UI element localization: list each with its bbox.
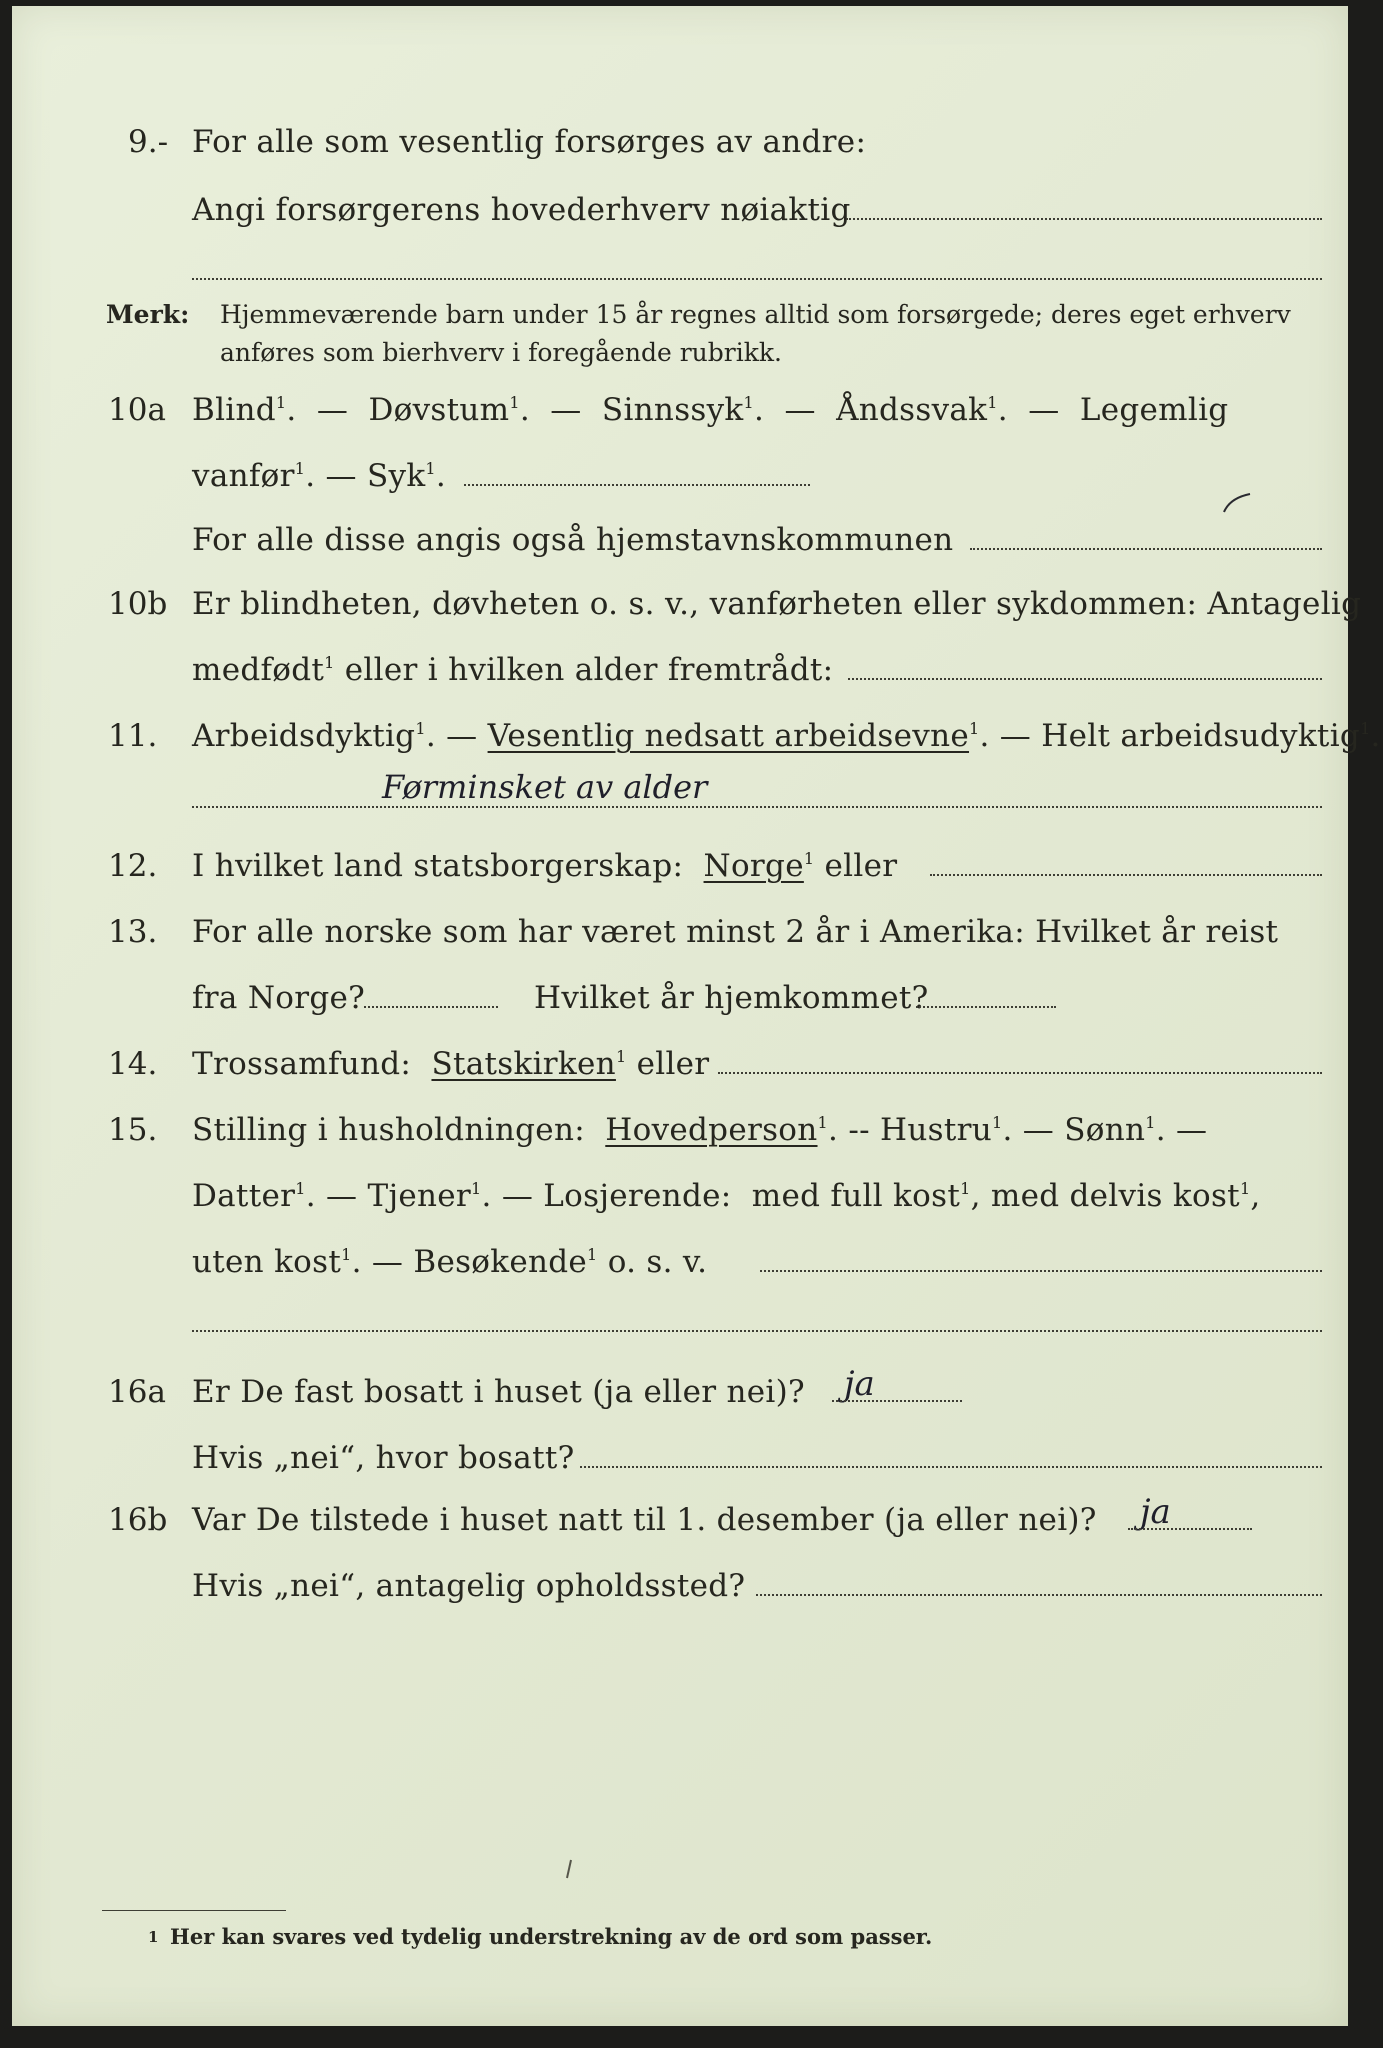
q13-hjemkommet-line[interactable] (916, 1006, 1056, 1008)
q12-answer-line[interactable] (930, 874, 1322, 876)
opt-hovedperson[interactable]: Hovedperson (605, 1112, 818, 1148)
q14-number: 14. (108, 1046, 158, 1082)
opt-sinnssyk[interactable]: Sinnssyk (601, 392, 744, 428)
opt-medfodt[interactable]: medfødt (192, 652, 325, 688)
footnote-mark: 1 (148, 1928, 159, 1946)
q16b-answer-line[interactable] (1128, 1528, 1252, 1530)
q12-line: I hvilket land statsborgerskap: Norge$^1$ eller (192, 848, 898, 884)
q16b-answer: ja (1140, 1492, 1171, 1532)
opt-delvis-kost[interactable]: med delvis kost (990, 1178, 1240, 1214)
merk-line2: anføres som bierhverv i foregående rubrikk. (220, 338, 782, 367)
merk-label: Merk: (106, 300, 190, 329)
q11-line1: Arbeidsdyktig$^1$. — Vesentlig nedsatt arbeidsevne$^1$. — Helt arbeidsudyktig$^1$. (192, 718, 1381, 754)
opt-hustru[interactable]: Hustru (880, 1112, 992, 1148)
opt-datter[interactable]: Datter (192, 1178, 296, 1214)
q10b-line2: medfødt$^1$ eller i hvilken alder fremtrådt: (192, 652, 834, 688)
q9-line1: For alle som vesentlig forsørges av andre: (192, 124, 867, 160)
merk-line1: Hjemmeværende barn under 15 år regnes alltid som forsørgede; deres eget erhverv (220, 300, 1291, 329)
q11-answer-line[interactable] (192, 806, 1322, 808)
q10a-line3: For alle disse angis også hjemstavnskommunen (192, 522, 954, 558)
q13-reist-line[interactable] (364, 1006, 498, 1008)
q16b-number: 16b (108, 1502, 168, 1538)
opt-vesentlig-nedsatt[interactable]: Vesentlig nedsatt arbeidsevne (487, 718, 970, 754)
q16a-bosatt-line[interactable] (580, 1466, 1322, 1468)
q9-number: 9.- (128, 124, 169, 160)
q10a-answer-line[interactable] (464, 484, 810, 486)
q11-handwritten-answer: Førminsket av alder (382, 768, 708, 806)
q10b-answer-line[interactable] (848, 678, 1322, 680)
opt-arbeidsdyktig[interactable]: Arbeidsdyktig (192, 718, 416, 754)
q16b-opholdssted-line[interactable] (756, 1594, 1322, 1596)
q15-line2: Datter$^1$. — Tjener$^1$. — Losjerende: med full kost$^1$, med delvis kost$^1$, (192, 1178, 1261, 1214)
q13-number: 13. (108, 914, 158, 950)
opt-legemlig[interactable]: Legemlig (1079, 392, 1229, 428)
q16a-line2: Hvis „nei“, hvor bosatt? (192, 1440, 575, 1476)
q12-number: 12. (108, 848, 158, 884)
q10b-number: 10b (108, 586, 168, 622)
opt-full-kost[interactable]: med full kost (751, 1178, 961, 1214)
q16b-line1: Var De tilstede i huset natt til 1. desember (ja eller nei)? (192, 1502, 1097, 1538)
opt-besokende[interactable]: Besøkende (413, 1244, 588, 1280)
q10a-line1: Blind$^1$. — Døvstum$^1$. — Sinnssyk$^1$. — Åndssvak$^1$. — Legemlig (192, 392, 1229, 428)
q16a-line1: Er De fast bosatt i huset (ja eller nei)? (192, 1374, 805, 1410)
opt-tjener[interactable]: Tjener (367, 1178, 472, 1214)
q16a-number: 16a (108, 1374, 166, 1410)
opt-blind[interactable]: Blind (192, 392, 276, 428)
q10b-line1: Er blindheten, døvheten o. s. v., vanførheten eller sykdommen: Antagelig (192, 586, 1362, 622)
opt-helt-arbeidsudyktig[interactable]: Helt arbeidsudyktig (1041, 718, 1361, 754)
q16b-line2: Hvis „nei“, antagelig opholdssted? (192, 1568, 746, 1604)
q11-number: 11. (108, 718, 158, 754)
q10a-line2: vanfør$^1$. — Syk$^1$. (192, 458, 447, 494)
opt-sonn[interactable]: Sønn (1064, 1112, 1146, 1148)
q16a-answer-line[interactable] (832, 1400, 962, 1402)
opt-vanfor[interactable]: vanfør (192, 458, 295, 494)
q13-line2a: fra Norge? (192, 980, 366, 1016)
q15-line1: Stilling i husholdningen: Hovedperson$^1$. -- Hustru$^1$. — Sønn$^1$. — (192, 1112, 1208, 1148)
census-form-page (12, 6, 1381, 2026)
opt-andssvak[interactable]: Åndssvak (836, 392, 988, 428)
pen-mark-small (562, 1858, 576, 1882)
footnote-text: Her kan svares ved tydelig understrekning av de ord som passer. (170, 1924, 933, 1949)
opt-statskirken[interactable]: Statskirken (431, 1046, 616, 1082)
opt-syk[interactable]: Syk (366, 458, 426, 494)
q10a-kommune-line[interactable] (970, 548, 1322, 550)
q9-answer-line-2[interactable] (192, 278, 1322, 280)
q13-line2b: Hvilket år hjemkommet? (534, 980, 929, 1016)
opt-norge[interactable]: Norge (703, 848, 804, 884)
q14-answer-line[interactable] (718, 1072, 1322, 1074)
q9-answer-line[interactable] (846, 218, 1322, 220)
q15-number: 15. (108, 1112, 158, 1148)
q15-line3: uten kost$^1$. — Besøkende$^1$ o. s. v. (192, 1244, 708, 1280)
pen-mark (1220, 488, 1260, 518)
q14-line: Trossamfund: Statskirken$^1$ eller (192, 1046, 710, 1082)
opt-uten-kost[interactable]: uten kost (192, 1244, 342, 1280)
q16a-answer: ja (844, 1364, 875, 1404)
q15-answer-line[interactable] (760, 1270, 1322, 1272)
q9-line2: Angi forsørgerens hovederhverv nøiaktig (192, 192, 851, 228)
q15-answer-line-2[interactable] (192, 1330, 1322, 1332)
footnote-rule (102, 1910, 286, 1911)
q13-line1: For alle norske som har været minst 2 år i Amerika: Hvilket år reist (192, 914, 1279, 950)
q10a-number: 10a (108, 392, 166, 428)
opt-dovstum[interactable]: Døvstum (368, 392, 510, 428)
